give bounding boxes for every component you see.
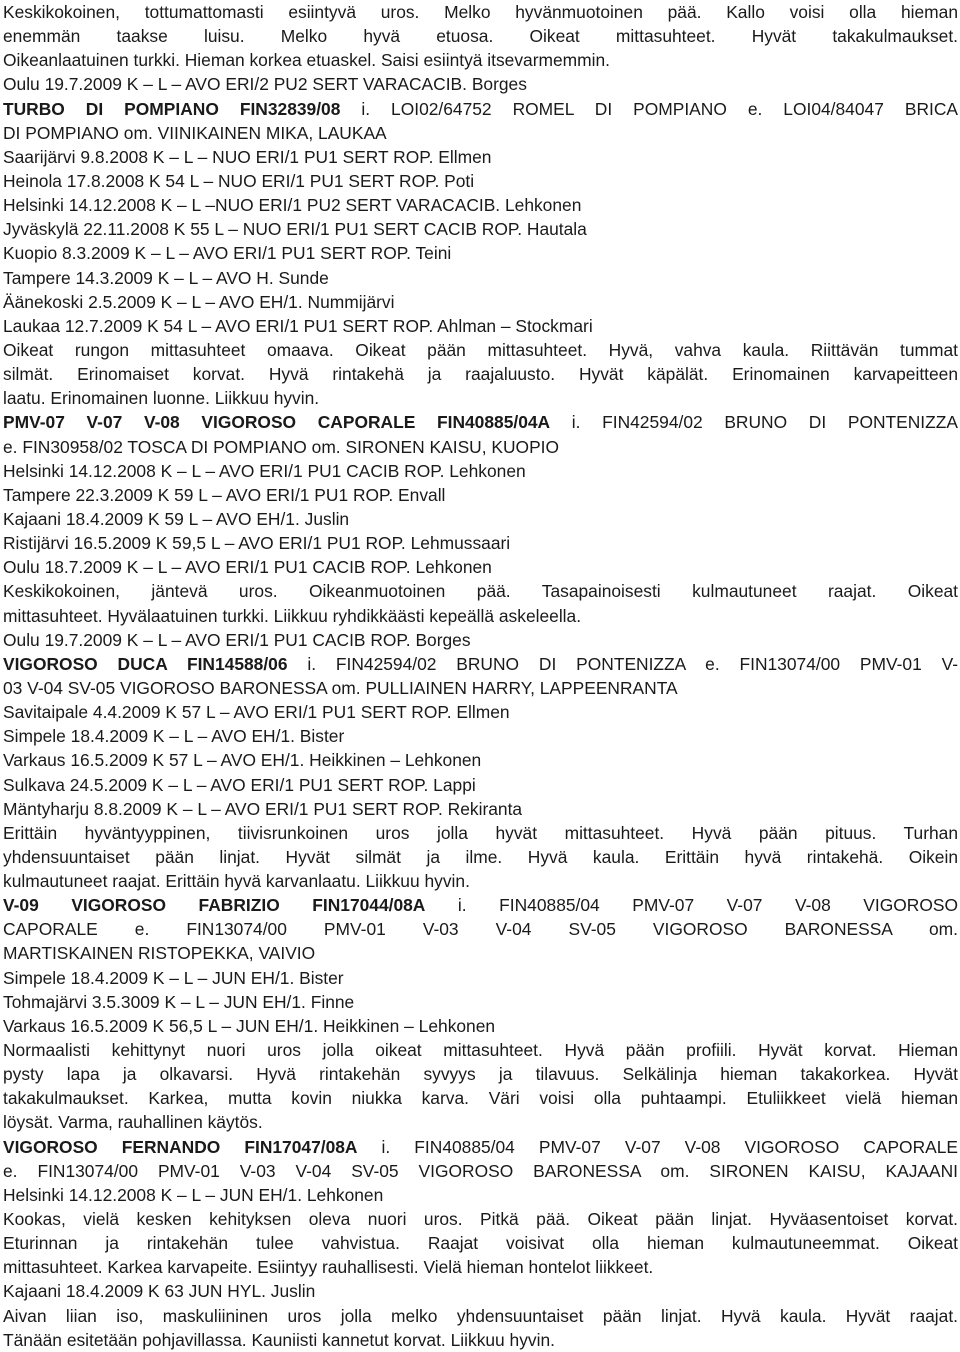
line-text: Tohmajärvi 3.5.3009 K – L – JUN EH/1. Finne (3, 991, 355, 1012)
line-text: Mäntyharju 8.8.2009 K – L – AVO ERI/1 PU1 SERT ROP. Rekiranta (3, 798, 523, 819)
text-line (3, 507, 958, 531)
text-line (3, 72, 958, 96)
line-text: Kajaani 18.4.2009 K 63 JUN HYL. Juslin (3, 1281, 316, 1302)
text-line (3, 797, 958, 821)
line-text: mittasuhteet. Hyvälaatuinen turkki. Liikkuu ryhdikkäästi kepeällä askeleella. (3, 605, 582, 626)
line-text: Oulu 19.7.2009 K – L – AVO ERI/1 PU1 CACIB ROP. Borges (3, 629, 471, 650)
text-line (3, 1110, 958, 1134)
line-text: Oikeanlaatuinen turkki. Hieman korkea etuaskel. Saisi esiintyä itsevarmemmin. (3, 50, 610, 71)
text-line (3, 724, 958, 748)
line-text: Tänään esitetään pohjavillassa. Kauniisti kannetut korvat. Liikkuu hyvin. (3, 1329, 555, 1350)
line-text: yhdensuuntaiset pään linjat. Hyvät silmät ja ilme. Hyvä kaula. Erittäin hyvä rintakehä. Oikein (3, 846, 958, 867)
text-line (3, 121, 958, 145)
line-text: löysät. Varma, rauhallinen käytös. (3, 1112, 263, 1133)
text-line (3, 1062, 958, 1086)
entry-heading-line (3, 652, 958, 676)
dog-name-registration: PMV-07 V-07 V-08 VIGOROSO CAPORALE FIN40885/04A (3, 412, 551, 433)
line-text: i. FIN42594/02 BRUNO DI PONTENIZZA e. FIN13074/00 PMV-01 V- (287, 653, 958, 674)
line-text: Aivan liian iso, maskuliininen uros jolla melko yhdensuuntaiset pään linjat. Hyvä kaula. Hyvät raajat. (3, 1305, 958, 1326)
line-text: i. FIN40885/04 PMV-07 V-07 V-08 VIGOROSO CAPORALE (357, 1136, 958, 1157)
text-line (3, 290, 958, 314)
text-line (3, 821, 958, 845)
line-text: Jyväskylä 22.11.2008 K 55 L – NUO ERI/1 PU1 SERT CACIB ROP. Hautala (3, 219, 587, 240)
text-line (3, 1183, 958, 1207)
text-line (3, 48, 958, 72)
text-line (3, 314, 958, 338)
text-line (3, 966, 958, 990)
line-text: e. FIN13074/00 PMV-01 V-03 V-04 SV-05 VIGOROSO BARONESSA om. SIRONEN KAISU, KAJAANI (3, 1160, 958, 1181)
line-text: Kookas, vielä kesken kehityksen oleva nuori uros. Pitkä pää. Oikeat pään linjat. Hyväasentoiset korvat. (3, 1209, 958, 1230)
line-text: Oulu 19.7.2009 K – L – AVO ERI/2 PU2 SERT VARACACIB. Borges (3, 74, 527, 95)
line-text: CAPORALE e. FIN13074/00 PMV-01 V-03 V-04 SV-05 VIGOROSO BARONESSA om. (3, 919, 958, 940)
text-line (3, 483, 958, 507)
line-text: i. FIN40885/04 PMV-07 V-07 V-08 VIGOROSO (425, 895, 958, 916)
text-line (3, 241, 958, 265)
text-line (3, 555, 958, 579)
line-text: enemmän taakse luisu. Melko hyvä etuosa. Oikeat mittasuhteet. Hyvät takakulmaukset. (3, 26, 958, 47)
text-line (3, 941, 958, 965)
text-line (3, 1304, 958, 1328)
text-line (3, 1255, 958, 1279)
dog-name-registration: TURBO DI POMPIANO FIN32839/08 (3, 98, 341, 119)
text-line (3, 362, 958, 386)
line-text: Eturinnan ja rintakehän tulee vahvistua. Raajat voisivat olla hieman kulmautuneemmat. Oikeat (3, 1233, 958, 1254)
line-text: Sulkava 24.5.2009 K – L – AVO ERI/1 PU1 SERT ROP. Lappi (3, 774, 476, 795)
text-line (3, 676, 958, 700)
text-line (3, 604, 958, 628)
text-line (3, 217, 958, 241)
line-text: 03 V-04 SV-05 VIGOROSO BARONESSA om. PULLIAINEN HARRY, LAPPEENRANTA (3, 677, 678, 698)
entry-heading-line (3, 410, 958, 434)
line-text: Saarijärvi 9.8.2008 K – L – NUO ERI/1 PU1 SERT ROP. Ellmen (3, 146, 492, 167)
entry-heading-line (3, 97, 958, 121)
text-line (3, 845, 958, 869)
entry-heading-line (3, 893, 958, 917)
line-text: Kajaani 18.4.2009 K 59 L – AVO EH/1. Juslin (3, 508, 350, 529)
line-text: Erittäin hyväntyyppinen, tiivisrunkoinen uros jolla hyvät mittasuhteet. Hyvä pään pituus. Turhan (3, 822, 958, 843)
line-text: Simpele 18.4.2009 K – L – AVO EH/1. Bister (3, 726, 345, 747)
text-line (3, 531, 958, 555)
text-line (3, 869, 958, 893)
dog-name-registration: VIGOROSO DUCA FIN14588/06 (3, 653, 288, 674)
text-line (3, 1279, 958, 1303)
line-text: Helsinki 14.12.2008 K – L – AVO ERI/1 PU1 CACIB ROP. Lehkonen (3, 460, 526, 481)
text-line (3, 386, 958, 410)
line-text: Varkaus 16.5.2009 K 57 L – AVO EH/1. Heikkinen – Lehkonen (3, 750, 482, 771)
line-text: i. FIN42594/02 BRUNO DI PONTENIZZA (550, 412, 958, 433)
text-line (3, 1086, 958, 1110)
text-line (3, 0, 958, 24)
text-line (3, 459, 958, 483)
line-text: Helsinki 14.12.2008 K – L – JUN EH/1. Lehkonen (3, 1184, 384, 1205)
line-text: Helsinki 14.12.2008 K – L –NUO ERI/1 PU2 SERT VARACACIB. Lehkonen (3, 195, 582, 216)
entry-heading-line (3, 1135, 958, 1159)
text-line (3, 266, 958, 290)
line-text: MARTISKAINEN RISTOPEKKA, VAIVIO (3, 943, 316, 964)
text-line (3, 338, 958, 362)
line-text: Laukaa 12.7.2009 K 54 L – AVO ERI/1 PU1 SERT ROP. Ahlman – Stockmari (3, 315, 593, 336)
line-text: laatu. Erinomainen luonne. Liikkuu hyvin. (3, 388, 320, 409)
line-text: i. LOI02/64752 ROMEL DI POMPIANO e. LOI04/84047 BRICA (340, 98, 958, 119)
line-text: mittasuhteet. Karkea karvapeite. Esiintyy rauhallisesti. Vielä hieman hontelot liikkeet. (3, 1257, 654, 1278)
line-text: e. FIN30958/02 TOSCA DI POMPIANO om. SIRONEN KAISU, KUOPIO (3, 436, 560, 457)
line-text: Tampere 22.3.2009 K 59 L – AVO ERI/1 PU1 ROP. Envall (3, 484, 446, 505)
text-line (3, 145, 958, 169)
text-line (3, 917, 958, 941)
line-text: Savitaipale 4.4.2009 K 57 L – AVO ERI/1 PU1 SERT ROP. Ellmen (3, 702, 510, 723)
text-line (3, 773, 958, 797)
text-line (3, 1038, 958, 1062)
line-text: takakulmaukset. Karkea, mutta kovin niukka karva. Väri voisi olla puhtaampi. Etuliikkeet vielä hieman (3, 1088, 958, 1109)
text-line (3, 1207, 958, 1231)
line-text: Normaalisti kehittynyt nuori uros jolla oikeat mittasuhteet. Hyvä pään profiili. Hyvät korvat. Hieman (3, 1040, 958, 1061)
line-text: Keskikokoinen, jäntevä uros. Oikeanmuotoinen pää. Tasapainoisesti kulmautuneet raajat. Oikeat (3, 581, 958, 602)
text-line (3, 990, 958, 1014)
text-line (3, 1014, 958, 1038)
line-text: Oulu 18.7.2009 K – L – AVO ERI/1 PU1 CACIB ROP. Lehkonen (3, 557, 492, 578)
dog-name-registration: VIGOROSO FERNANDO FIN17047/08A (3, 1136, 358, 1157)
text-line (3, 628, 958, 652)
line-text: Ristijärvi 16.5.2009 K 59,5 L – AVO ERI/1 PU1 ROP. Lehmussaari (3, 533, 511, 554)
text-line (3, 1328, 958, 1352)
text-line (3, 748, 958, 772)
text-line (3, 193, 958, 217)
text-line (3, 1159, 958, 1183)
line-text: Heinola 17.8.2008 K 54 L – NUO ERI/1 PU1 SERT ROP. Poti (3, 170, 475, 191)
line-text: Tampere 14.3.2009 K – L – AVO H. Sunde (3, 267, 329, 288)
text-line (3, 435, 958, 459)
text-line (3, 169, 958, 193)
line-text: kulmautuneet raajat. Erittäin hyvä karvanlaatu. Liikkuu hyvin. (3, 871, 470, 892)
line-text: DI POMPIANO om. VIINIKAINEN MIKA, LAUKAA (3, 122, 387, 143)
line-text: Simpele 18.4.2009 K – L – JUN EH/1. Bister (3, 967, 344, 988)
dog-name-registration: V-09 VIGOROSO FABRIZIO FIN17044/08A (3, 895, 426, 916)
text-line (3, 1231, 958, 1255)
line-text: Keskikokoinen, tottumattomasti esiintyvä uros. Melko hyvänmuotoinen pää. Kallo voisi olla hieman (3, 2, 958, 22)
text-line (3, 24, 958, 48)
line-text: Kuopio 8.3.2009 K – L – AVO ERI/1 PU1 SERT ROP. Teini (3, 243, 452, 264)
line-text: Varkaus 16.5.2009 K 56,5 L – JUN EH/1. Heikkinen – Lehkonen (3, 1015, 496, 1036)
line-text: Äänekoski 2.5.2009 K – L – AVO EH/1. Nummijärvi (3, 291, 395, 312)
line-text: Oikeat rungon mittasuhteet omaava. Oikeat pään mittasuhteet. Hyvä, vahva kaula. Riittävän tummat (3, 339, 958, 360)
text-line (3, 579, 958, 603)
line-text: pysty lapa ja olkavarsi. Hyvä rintakehän syvyys ja tilavuus. Selkälinja hieman takakorkea. Hyvät (3, 1064, 958, 1085)
line-text: silmät. Erinomaiset korvat. Hyvä rintakehä ja raajaluusto. Hyvät käpälät. Erinomainen karvapeitteen (3, 364, 958, 385)
text-line (3, 700, 958, 724)
